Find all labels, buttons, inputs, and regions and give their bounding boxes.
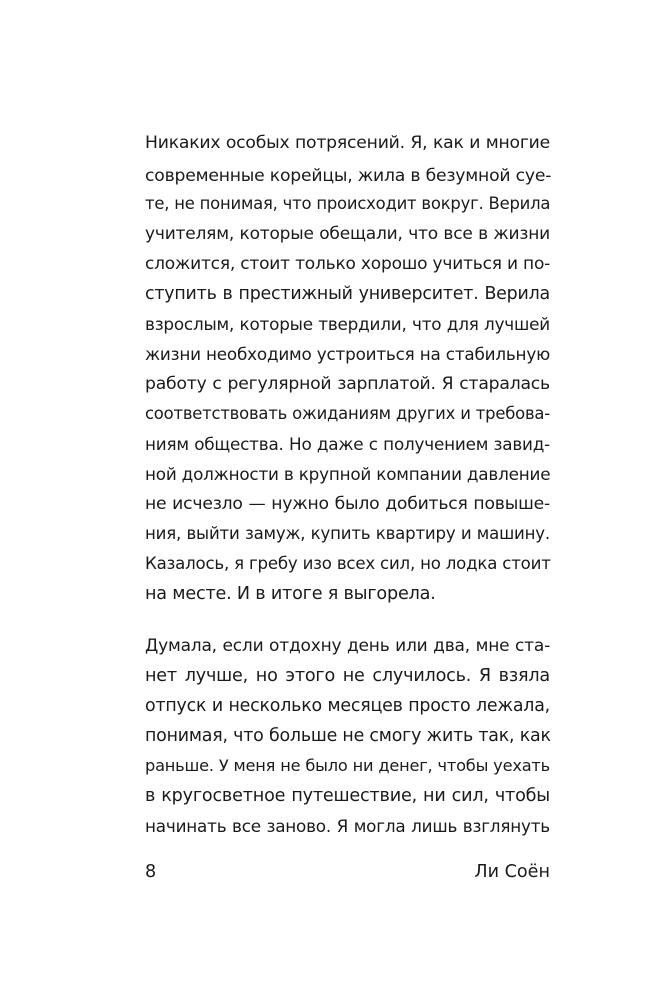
text-line: те, не понимая, что происходит вокруг. Верила bbox=[145, 194, 551, 213]
text-line: ниям общества. Но даже с получением завид- bbox=[145, 434, 550, 454]
text-line: ния, выйти замуж, купить квартиру и машину. bbox=[145, 524, 550, 543]
text-line: современные корейцы, жила в безумной суе- bbox=[145, 166, 552, 186]
text-line: учителям, которые обещали, что все в жизни bbox=[145, 224, 550, 244]
text-line: понимая, что больше не смогу жить так, как bbox=[145, 726, 551, 746]
text-line: начинать все заново. Я могла лишь взглянуть bbox=[145, 816, 550, 836]
text-line: ступить в престижный университет. Верила bbox=[145, 284, 550, 304]
text-line: работу с регулярной зарплатой. Я старалась bbox=[145, 374, 550, 394]
text-line: Никаких особых потрясений. Я, как и многие bbox=[145, 133, 550, 153]
text-line: в кругосветное путешествие, ни сил, чтобы bbox=[145, 786, 550, 806]
page-number: 8 bbox=[145, 862, 157, 882]
text-line: соответствовать ожиданиям других и требова- bbox=[145, 404, 550, 423]
text-line: раньше. У меня не было ни денег, чтобы уехать bbox=[145, 756, 550, 775]
text-line: взрослым, которые твердили, что для лучшей bbox=[145, 314, 550, 334]
running-footer-author: Ли Соён bbox=[474, 862, 550, 882]
text-line: не исчезло — нужно было добиться повыше- bbox=[145, 494, 550, 514]
text-line: Казалось, я гребу изо всех сил, но лодка стоит bbox=[145, 554, 551, 573]
text-line: отпуск и несколько месяцев просто лежала, bbox=[145, 696, 550, 716]
text-line: ной должности в крупной компании давление bbox=[145, 464, 551, 484]
text-line: нет лучше, но этого не случилось. Я взяла bbox=[145, 666, 550, 686]
text-line: жизни необходимо устроиться на стабильную bbox=[145, 344, 550, 364]
text-line: Думала, если отдохну день или два, мне ста- bbox=[145, 636, 550, 656]
text-line: на месте. И в итоге я выгорела. bbox=[145, 584, 436, 604]
text-line: сложится, стоит только хорошо учиться и по- bbox=[145, 254, 551, 274]
